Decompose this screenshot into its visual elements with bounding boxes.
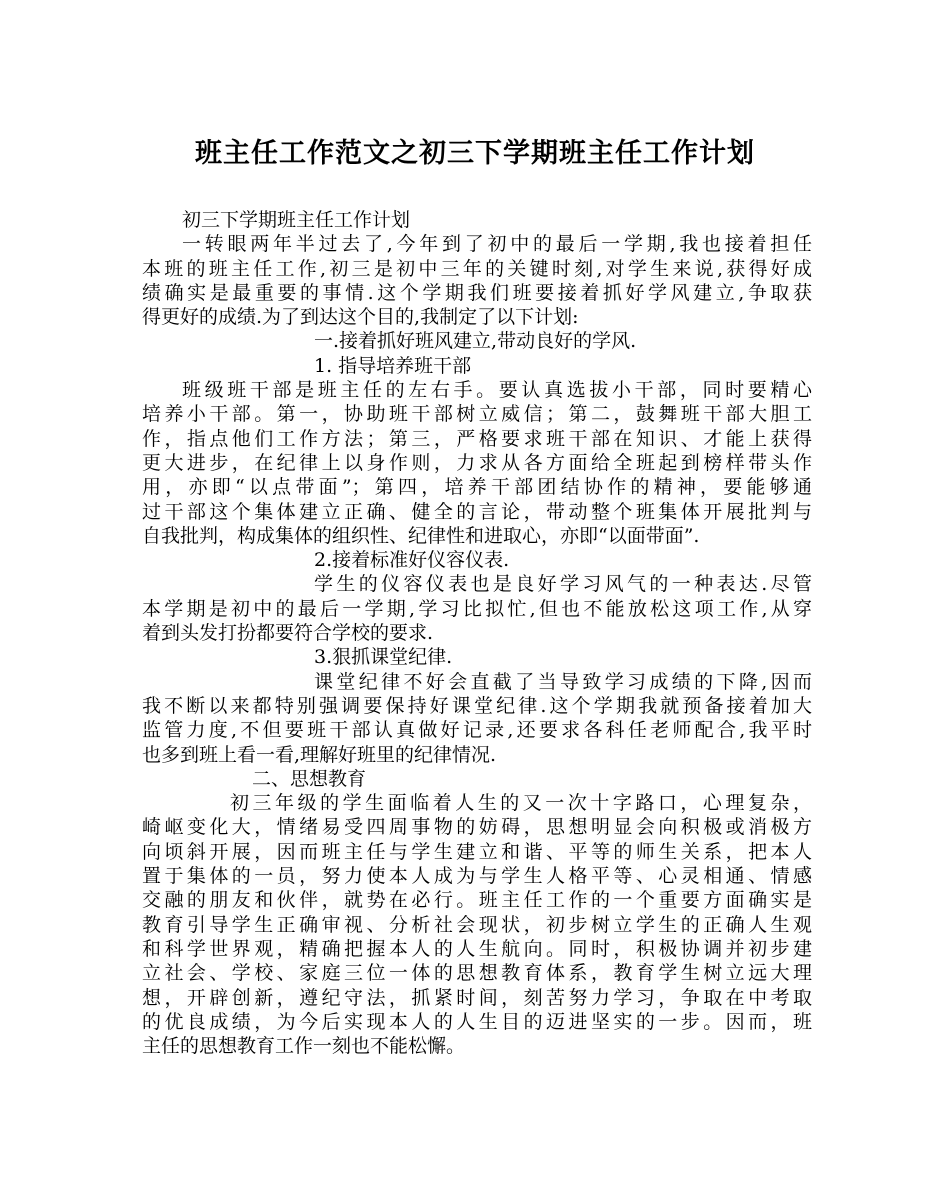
body-line: 本班的班主任工作,初三是初中三年的关键时刻,对学生来说,获得好成 [142, 257, 812, 280]
body-line: 初三年级的学生面临着人生的又一次十字路口，心理复杂， [230, 792, 812, 815]
body-line: 一转眼两年半过去了,今年到了初中的最后一学期,我也接着担任 [182, 233, 812, 256]
body-line: 立社会、学校、家庭三位一体的思想教育体系，教育学生树立远大理 [142, 962, 812, 985]
body-line: 更大进步，在纪律上以身作则，力求从各方面给全班起到榜样带头作 [142, 451, 812, 474]
body-line: 自我批判，构成集体的组织性、纪律性和进取心，亦即“以面带面”. [142, 524, 700, 547]
section-heading: 一.接着抓好班风建立,带动良好的学风. [314, 330, 637, 353]
body-line: 置于集体的一员，努力使本人成为与学生人格平等、心灵相通、情感 [142, 865, 812, 888]
body-line: 我不断以来都特别强调要保持好课堂纪律.这个学期我就预备接着加大 [142, 694, 812, 717]
subsection-heading: 1. 指导培养班干部 [314, 354, 472, 377]
body-line: 交融的朋友和伙伴，就势在必行。班主任工作的一个重要方面确实是 [142, 889, 812, 912]
body-line: 绩确实是最重要的事情.这个学期我们班要接着抓好学风建立,争取获 [142, 281, 812, 304]
body-line: 教育引导学生正确审视、分析社会现状，初步树立学生的正确人生观 [142, 913, 812, 936]
body-line: 学生的仪容仪表也是良好学习风气的一种表达.尽管 [314, 573, 812, 596]
document-body [142, 208, 812, 1058]
body-line: 初三下学期班主任工作计划 [182, 209, 411, 231]
subsection-heading: 2.接着标准好仪容仪表. [314, 549, 510, 572]
body-line: 作，指点他们工作方法；第三，严格要求班干部在知识、才能上获得 [142, 427, 812, 450]
body-line: 着到头发打扮都要符合学校的要求. [142, 622, 434, 645]
body-line: 得更好的成绩.为了到达这个目的,我制定了以下计划: [142, 306, 579, 329]
body-line: 向顷斜开展，因而班主任与学生建立和谐、平等的师生关系，把本人 [142, 840, 812, 863]
section-heading: 二、思想教育 [252, 767, 367, 790]
body-line: 的优良成绩，为今后实现本人的人生目的迈进坚实的一步。因而，班 [142, 1010, 812, 1033]
body-line: 课堂纪律不好会直截了当导致学习成绩的下降,因而 [314, 670, 812, 693]
body-line: 用，亦即“以点带面”；第四，培养干部团结协作的精神，要能够通 [142, 476, 812, 499]
document-title: 班主任工作范文之初三下学期班主任工作计划 [195, 138, 755, 169]
body-line: 监管力度,不但要班干部认真做好记录,还要求各科任老师配合,我平时 [142, 719, 812, 742]
body-line: 主任的思想教育工作一刻也不能松懈。 [142, 1035, 466, 1058]
body-line: 过干部这个集体建立正确、健全的言论，带动整个班集体开展批判与 [142, 500, 812, 523]
body-line: 培养小干部。第一，协助班干部树立威信；第二，鼓舞班干部大胆工 [142, 403, 812, 426]
body-line: 班级班干部是班主任的左右手。要认真选拔小干部，同时要精心 [182, 379, 812, 402]
body-line: 和科学世界观，精确把握本人的人生航向。同时，积极协调并初步建 [142, 937, 812, 960]
body-line: 本学期是初中的最后一学期,学习比拟忙,但也不能放松这项工作,从穿 [142, 597, 812, 620]
body-line: 崎岖变化大，情绪易受四周事物的妨碍，思想明显会向积极或消极方 [142, 816, 812, 839]
subsection-heading: 3.狠抓课堂纪律. [314, 646, 453, 669]
body-line: 想，开辟创新，遵纪守法，抓紧时间，刻苦努力学习，争取在中考取 [142, 986, 812, 1009]
body-line: 也多到班上看一看,理解好班里的纪律情况. [142, 743, 497, 766]
